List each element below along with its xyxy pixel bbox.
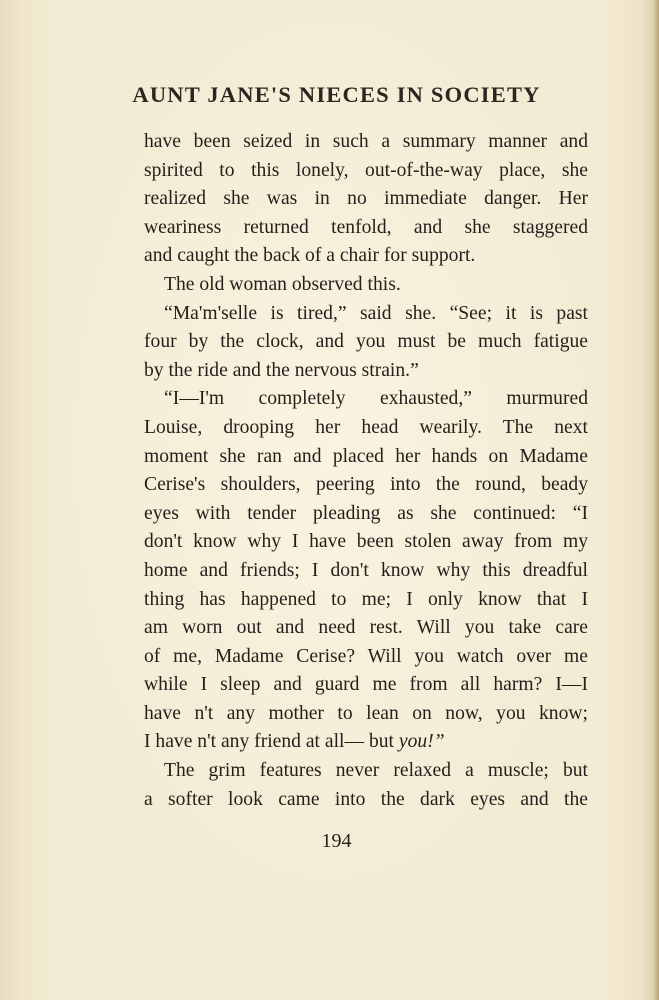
text-line: [144, 757, 588, 786]
text-line-content: Louise, drooping her head wearily. The next: [144, 416, 588, 438]
text-line: [144, 500, 588, 529]
text-line-content: The grim features never relaxed a muscle; but: [164, 760, 588, 782]
text-line-content: The old woman observed this.: [164, 273, 401, 295]
text-line: [144, 214, 588, 243]
text-line-content: weariness returned tenfold, and she staggered: [144, 216, 588, 238]
text-line-content: “I—I'm completely exhausted,” murmured: [164, 388, 588, 410]
running-head: AUNT JANE'S NIECES IN SOCIETY: [132, 82, 541, 107]
text-line-content: don't know why I have been stolen away from my: [144, 531, 588, 553]
text-line: [144, 157, 588, 186]
text-line: [144, 328, 588, 357]
text-line: [144, 643, 588, 672]
text-line: [144, 300, 588, 329]
text-line: [144, 728, 588, 757]
text-line-content: have been seized in such a summary manner and: [144, 131, 588, 152]
text-line: [144, 357, 588, 386]
text-line: [144, 671, 588, 700]
text-line: [144, 614, 588, 643]
text-line-content: thing has happened to me; I only know that I: [144, 588, 588, 610]
text-line-content: realized she was in no immediate danger. Her: [144, 188, 588, 210]
text-line-content: “Ma'm'selle is tired,” said she. “See; it is past: [164, 302, 588, 324]
page-number: 194: [321, 830, 352, 852]
emphasis: you!”: [398, 731, 445, 753]
body-text: [144, 128, 588, 814]
text-line: [144, 185, 588, 214]
text-line-content: am worn out and need rest. Will you take care: [144, 617, 588, 639]
text-line: [144, 557, 588, 586]
text-line: [144, 271, 588, 300]
text-line-content: Cerise's shoulders, peering into the round, beady: [144, 474, 588, 496]
text-line: [144, 586, 588, 615]
text-line: [144, 786, 588, 815]
text-line-content: eyes with tender pleading as she continued: “I: [144, 502, 588, 524]
text-line-content: a softer look came into the dark eyes and the: [144, 788, 588, 810]
text-line-content: and caught the back of a chair for support.: [144, 245, 476, 267]
text-line-content: moment she ran and placed her hands on Madame: [144, 445, 588, 467]
text-line-content: while I sleep and guard me from all harm? I—I: [144, 674, 588, 696]
text-line-content: by the ride and the nervous strain.”: [144, 359, 419, 381]
text-line: [144, 700, 588, 729]
text-line: [144, 242, 588, 271]
text-line-content: I have n't any friend at all— but: [144, 731, 399, 753]
text-line-content: spirited to this lonely, out-of-the-way place, she: [144, 159, 588, 181]
text-line-content: four by the clock, and you must be much fatigue: [144, 331, 588, 353]
text-line: [144, 528, 588, 557]
text-line: [144, 443, 588, 472]
text-line-content: home and friends; I don't know why this dreadful: [144, 559, 588, 581]
text-line: [144, 385, 588, 414]
text-line-content: of me, Madame Cerise? Will you watch over me: [144, 645, 588, 667]
text-line-content: have n't any mother to lean on now, you know;: [144, 702, 588, 724]
text-line: [144, 128, 588, 157]
text-line: [144, 471, 588, 500]
text-line: [144, 414, 588, 443]
